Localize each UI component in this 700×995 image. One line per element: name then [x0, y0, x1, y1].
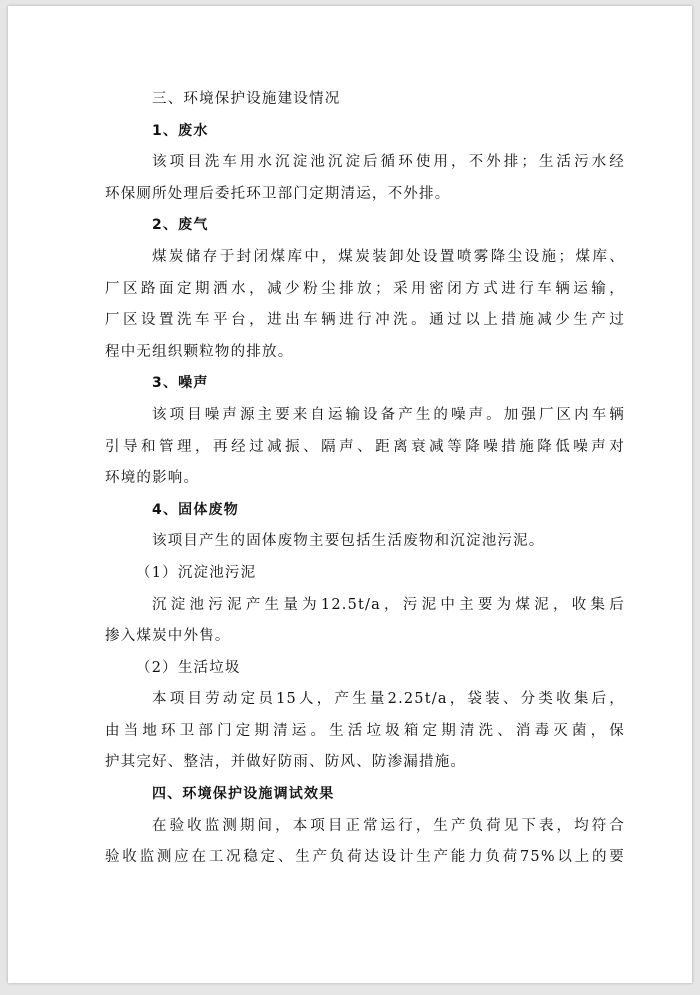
section-3-title: 三、环境保护设施建设情况 — [152, 91, 341, 107]
paragraph-line: 环保厕所处理后委托环卫部门定期清运，不外排。 — [105, 185, 451, 202]
paragraph-line: 厂区设置洗车平台，进出车辆进行冲洗。通过以上措施减少生产过 — [105, 312, 625, 329]
solid-waste-heading: 4、固体废物 — [152, 501, 239, 518]
paragraph-line: 程中无组织颗粒物的排放。 — [105, 343, 294, 360]
paragraph-line: 厂区路面定期洒水，减少粉尘排放；采用密闭方式进行车辆运输， — [105, 280, 625, 297]
paragraph-line: 引导和管理，再经过减振、隔声、距离衰减等降噪措施降低噪声对 — [105, 438, 625, 455]
paragraph-line: 本项目劳动定员15人，产生量2.25t/a，袋装、分类收集后， — [152, 691, 625, 708]
wastewater-heading: 1、废水 — [152, 122, 209, 139]
paragraph-line: 沉淀池污泥产生量为12.5t/a，污泥中主要为煤泥，收集后 — [152, 596, 625, 613]
paragraph-line: 在验收监测期间，本项目正常运行，生产负荷见下表，均符合 — [152, 817, 625, 834]
subsection-heading: （2）生活垃圾 — [136, 659, 241, 676]
paragraph-line: 该项目洗车用水沉淀池沉淀后循环使用，不外排；生活污水经 — [152, 154, 625, 171]
noise-heading: 3、噪声 — [152, 375, 209, 392]
paragraph-line: 掺入煤炭中外售。 — [105, 628, 231, 645]
paragraph-line: 护其完好、整洁，并做好防雨、防风、防渗漏措施。 — [105, 754, 467, 771]
section-4-title: 四、环境保护设施调试效果 — [152, 786, 335, 803]
paragraph-line: 煤炭储存于封闭煤库中，煤炭装卸处设置喷雾降尘设施；煤库、 — [152, 248, 625, 265]
paragraph-line: 环境的影响。 — [105, 470, 200, 487]
document-page — [8, 6, 692, 983]
document-body — [105, 84, 625, 874]
paragraph-line: 该项目产生的固体废物主要包括生活废物和沉淀池污泥。 — [152, 533, 545, 550]
paragraph-line: 由当地环卫部门定期清运。生活垃圾箱定期清洗、消毒灭菌，保 — [105, 722, 625, 739]
subsection-heading: （1）沉淀池污泥 — [136, 564, 257, 581]
exhaust-heading: 2、废气 — [152, 217, 209, 234]
paragraph-line: 该项目噪声源主要来自运输设备产生的噪声。加强厂区内车辆 — [152, 406, 625, 423]
paragraph-line: 验收监测应在工况稳定、生产负荷达设计生产能力负荷75%以上的要 — [105, 849, 625, 866]
